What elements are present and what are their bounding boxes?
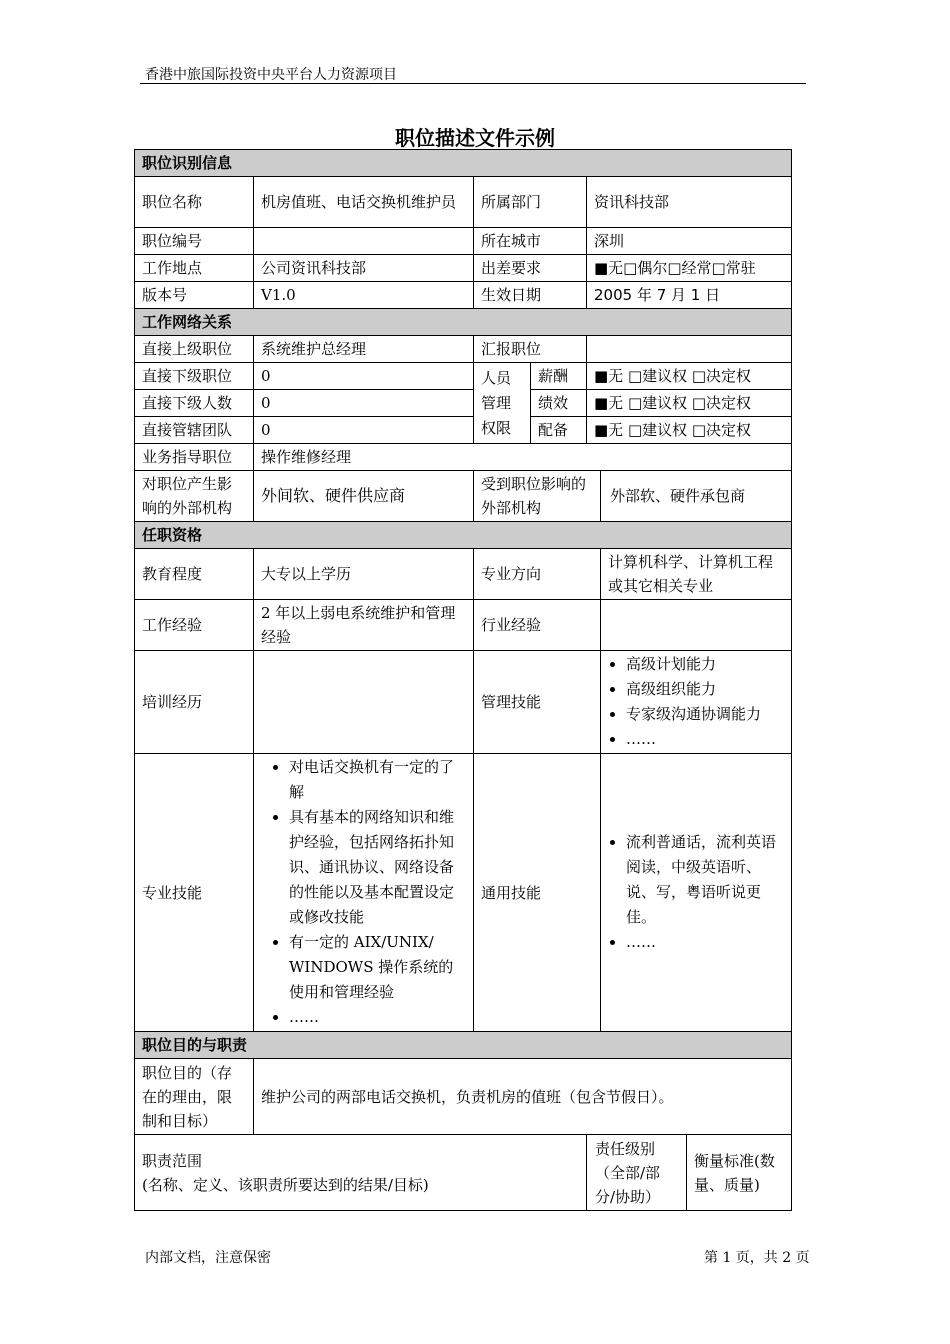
pro-skill-item: • ……: [289, 1005, 463, 1030]
level-label: 责任级别（全部/部分/协助）: [587, 1135, 687, 1211]
job-name-value: 机房值班、电话交换机维护员: [254, 177, 474, 228]
footer-confidential: 内部文档，注意保密: [145, 1250, 271, 1266]
external-affect-value: 外间软、硬件供应商: [254, 471, 474, 522]
scope-subtitle: (名称、定义、该职责所要达到的结果/目标): [142, 1175, 429, 1194]
training-value: [254, 651, 474, 754]
superior-value: 系统维护总经理: [254, 336, 474, 363]
staffing-label: 配备: [531, 417, 587, 444]
mgmt-skill-label: 管理技能: [474, 651, 601, 754]
general-skill-item: • 流利普通话，流利英语阅读，中级英语听、说、写，粤语听说更佳。: [626, 830, 784, 930]
mgmt-skill-list: [608, 652, 784, 752]
industry-value: [601, 600, 792, 651]
purpose-value: 维护公司的两部电话交换机，负责机房的值班（包含节假日）。: [254, 1059, 792, 1135]
section-network: 工作网络关系: [135, 309, 792, 336]
section-identity: 职位识别信息: [135, 150, 792, 177]
team-value: 0: [254, 417, 474, 444]
education-value: 大专以上学历: [254, 549, 474, 600]
effective-label: 生效日期: [474, 282, 587, 309]
scope-title: 职责范围: [142, 1151, 203, 1170]
mgmt-skill-item: • 高级计划能力: [626, 652, 784, 677]
section-qualification: 任职资格: [135, 522, 792, 549]
pro-skill-item: • 对电话交换机有一定的了解: [289, 755, 463, 805]
authority-label-1: 人员: [481, 368, 512, 387]
header-rule: [140, 83, 806, 84]
sub-num-value: 0: [254, 390, 474, 417]
header-company: 香港中旅国际投资中央平台人力资源项目: [145, 67, 397, 83]
training-label: 培训经历: [135, 651, 254, 754]
general-skill-item: • ……: [626, 930, 784, 955]
pro-skill-value: [254, 754, 474, 1032]
major-label: 专业方向: [474, 549, 601, 600]
general-skill-list: [608, 830, 784, 955]
section-row-purpose: [135, 1032, 792, 1059]
sub-num-label: 直接下级人数: [135, 390, 254, 417]
authority-label: [474, 363, 531, 444]
authority-label-3: 权限: [481, 418, 512, 437]
job-name-label: 职位名称: [135, 177, 254, 228]
external-affect-label: 对职位产生影响的外部机构: [135, 471, 254, 522]
experience-label: 工作经验: [135, 600, 254, 651]
pro-skill-label: 专业技能: [135, 754, 254, 1032]
authority-label-2: 管理: [481, 393, 512, 412]
job-description-table: [134, 149, 792, 1211]
performance-label: 绩效: [531, 390, 587, 417]
document-title: 职位描述文件示例: [395, 126, 555, 150]
version-label: 版本号: [135, 282, 254, 309]
purpose-label: 职位目的（存在的理由，限制和目标）: [135, 1059, 254, 1135]
guide-label: 业务指导职位: [135, 444, 254, 471]
sub-pos-value: 0: [254, 363, 474, 390]
footer-page-number: 第 1 页，共 2 页: [704, 1250, 810, 1266]
report-label: 汇报职位: [474, 336, 587, 363]
education-label: 教育程度: [135, 549, 254, 600]
affected-value: 外部软、硬件承包商: [601, 471, 792, 522]
mgmt-skill-item: • ……: [626, 727, 784, 752]
general-skill-value: [601, 754, 792, 1032]
affected-label: 受到职位影响的外部机构: [474, 471, 601, 522]
salary-label: 薪酬: [531, 363, 587, 390]
version-value: V1.0: [254, 282, 474, 309]
job-no-value: [254, 228, 474, 255]
city-label: 所在城市: [474, 228, 587, 255]
team-label: 直接管辖团队: [135, 417, 254, 444]
industry-label: 行业经验: [474, 600, 601, 651]
dept-label: 所属部门: [474, 177, 587, 228]
salary-value: ■无 □建议权 □决定权: [587, 363, 792, 390]
mgmt-skill-item: • 高级组织能力: [626, 677, 784, 702]
section-row-identity: [135, 150, 792, 177]
mgmt-skill-value: [601, 651, 792, 754]
dept-value: 资讯科技部: [587, 177, 792, 228]
guide-value: 操作维修经理: [254, 444, 792, 471]
performance-value: ■无 □建议权 □决定权: [587, 390, 792, 417]
pro-skill-list: [261, 755, 463, 1030]
pro-skill-item: • 有一定的 AIX/UNIX/ WINDOWS 操作系统的使用和管理经验: [289, 930, 463, 1005]
location-value: 公司资讯科技部: [254, 255, 474, 282]
scope-label: [135, 1135, 587, 1211]
location-label: 工作地点: [135, 255, 254, 282]
staffing-value: ■无 □建议权 □决定权: [587, 417, 792, 444]
report-value: [587, 336, 792, 363]
travel-value: ■无□偶尔□经常□常驻: [587, 255, 792, 282]
mgmt-skill-item: • 专家级沟通协调能力: [626, 702, 784, 727]
city-value: 深圳: [587, 228, 792, 255]
general-skill-label: 通用技能: [474, 754, 601, 1032]
effective-value: 2005 年 7 月 1 日: [587, 282, 792, 309]
major-value: 计算机科学、计算机工程或其它相关专业: [601, 549, 792, 600]
section-row-network: [135, 309, 792, 336]
measure-label: 衡量标准(数量、质量): [687, 1135, 792, 1211]
superior-label: 直接上级职位: [135, 336, 254, 363]
travel-label: 出差要求: [474, 255, 587, 282]
sub-pos-label: 直接下级职位: [135, 363, 254, 390]
pro-skill-item: • 具有基本的网络知识和维护经验，包括网络拓扑知识、通讯协议、网络设备的性能以及基本配置设定或修改技能: [289, 805, 463, 930]
job-no-label: 职位编号: [135, 228, 254, 255]
section-row-qualification: [135, 522, 792, 549]
experience-value: 2 年以上弱电系统维护和管理经验: [254, 600, 474, 651]
section-purpose: 职位目的与职责: [135, 1032, 792, 1059]
